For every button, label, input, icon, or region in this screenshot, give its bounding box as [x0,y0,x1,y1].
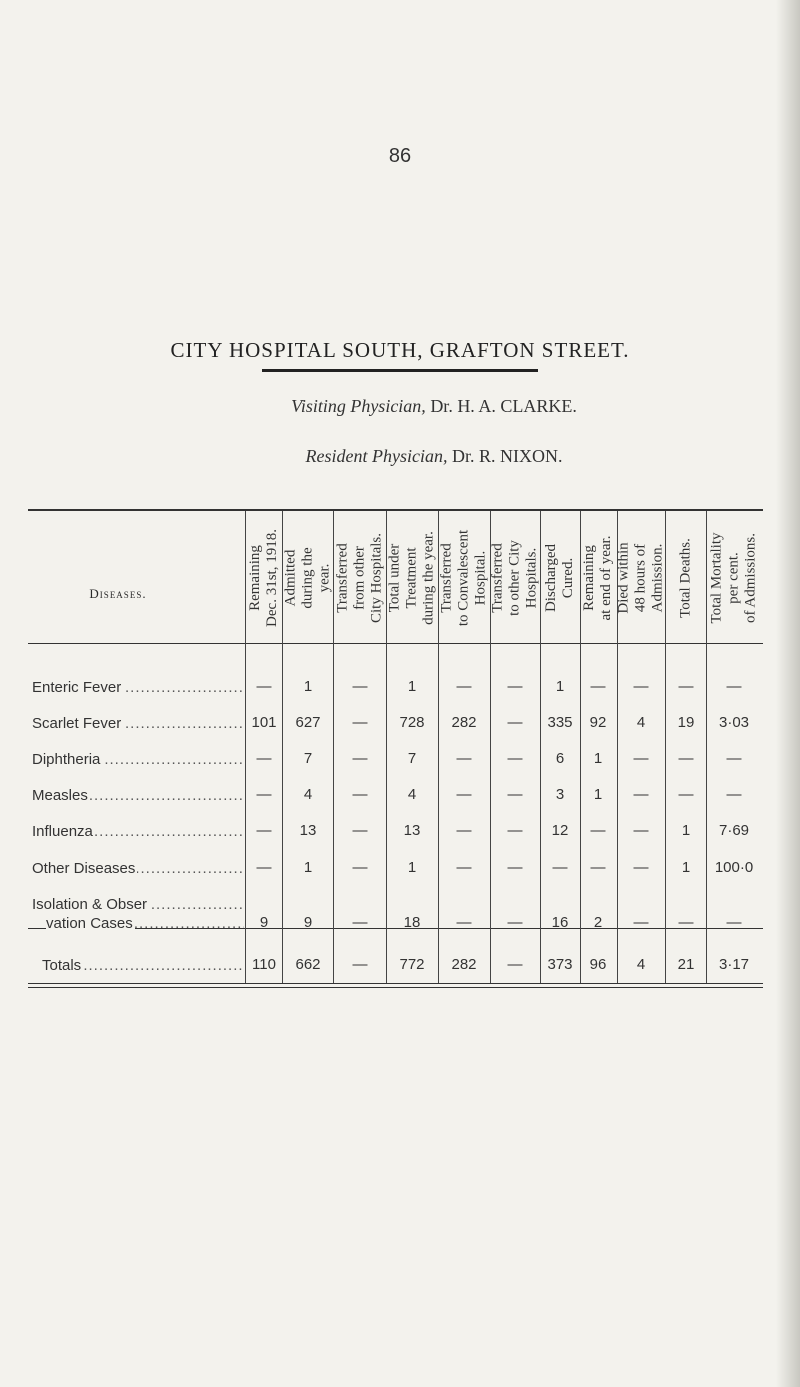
table-cell: 18 [403,914,421,931]
table-cell: 282 [451,714,477,731]
table-cell: — [507,786,523,803]
table-cell: 12 [551,822,569,839]
table-cell: 101 [251,714,277,731]
table-cell: — [256,859,272,876]
resident-physician-role: Resident Physician, [305,446,448,466]
totals-cell: 373 [547,956,573,973]
table-bottom-rule-1 [28,983,763,984]
table-cell: — [456,859,472,876]
table-cell: — [726,786,742,803]
table-cell: 3 [555,786,565,803]
table-cell: — [456,914,472,931]
table-cell: — [678,914,694,931]
column-divider [245,511,246,983]
visiting-physician-name: Dr. H. A. CLARKE. [430,396,577,416]
table-cell: — [352,859,368,876]
table-cell: 92 [589,714,607,731]
table-cell: — [456,750,472,767]
table-cell: — [507,914,523,931]
row-label: Other Diseases ..... [32,859,244,878]
table-cell: 1 [593,786,603,803]
table-cell: — [633,859,649,876]
table-cell: 7 [407,750,417,767]
table-cell: 3·03 [718,714,750,731]
table-cell: — [256,678,272,695]
table-cell: 1 [681,822,691,839]
table-cell: — [507,714,523,731]
table-cell: — [352,786,368,803]
table-cell: 1 [407,859,417,876]
totals-cell: 4 [636,956,646,973]
totals-cell: 110 [252,956,276,973]
table-cell: 13 [403,822,421,839]
header-bottom-rule [28,643,763,644]
table-cell: 1 [681,859,691,876]
table-cell: — [552,859,568,876]
totals-cell: 21 [677,956,695,973]
table-bottom-rule-2 [28,987,763,988]
table-cell: — [678,750,694,767]
table-cell: 4 [407,786,417,803]
table-cell: — [726,750,742,767]
table-cell: — [726,678,742,695]
table-cell: 335 [547,714,573,731]
table-cell: — [352,678,368,695]
row-label: Diphtheria ..... [32,750,244,769]
table-cell: 100·0 [714,859,754,876]
table-cell: 13 [299,822,317,839]
table-cell: — [352,914,368,931]
table-cell: — [633,914,649,931]
table-cell: 7 [303,750,313,767]
table-cell: — [726,914,742,931]
table-cell: — [256,786,272,803]
table-cell: — [456,678,472,695]
row-label-continuation: vation Cases ..... [46,914,244,933]
resident-physician-name: Dr. R. NIXON. [451,446,563,466]
table-cell: — [590,822,606,839]
table-cell: — [678,678,694,695]
table-cell: 627 [295,714,321,731]
totals-cell: 772 [399,956,425,973]
table-cell: — [352,822,368,839]
table-cell: — [633,822,649,839]
table-cell: 7·69 [718,822,750,839]
table-cell: 1 [407,678,417,695]
table-cell: — [633,786,649,803]
page-title: CITY HOSPITAL SOUTH, GRAFTON STREET. [170,338,630,362]
table-cell: — [456,822,472,839]
row-label: Influenza ..... [32,822,244,841]
totals-cell: — [352,956,368,973]
resident-physician-line [34,446,800,467]
table-cell: 6 [555,750,565,767]
table-cell: — [256,750,272,767]
table-cell: 1 [303,678,313,695]
row-label: Measles ..... [32,786,244,805]
table-cell: — [456,786,472,803]
table-cell: 9 [259,914,269,931]
table-cell: 1 [555,678,565,695]
table-cell: — [507,822,523,839]
totals-label: Totals ..... [42,956,244,975]
totals-cell: 3·17 [718,956,750,973]
totals-cell: — [507,956,523,973]
visiting-physician-line [34,396,800,417]
table-top-rule [28,509,763,511]
column-divider [706,511,707,983]
table-cell: — [633,750,649,767]
table-cell: — [590,859,606,876]
table-cell: 728 [399,714,425,731]
table-cell: 4 [303,786,313,803]
row-label: Scarlet Fever ..... [32,714,244,733]
table-cell: — [507,678,523,695]
table-cell: 16 [551,914,569,931]
table-cell: — [507,750,523,767]
page-edge-shadow [776,0,800,1387]
row-label: Isolation & Obser ..... [32,895,244,914]
totals-cell: 662 [295,956,321,973]
row-label: Enteric Fever ..... [32,678,244,697]
table-cell: 9 [303,914,313,931]
page-number: 86 [388,145,412,167]
totals-cell: 282 [451,956,477,973]
table-cell: 1 [303,859,313,876]
totals-cell: 96 [589,956,607,973]
visiting-physician-role: Visiting Physician, [291,396,426,416]
table-cell: 19 [677,714,695,731]
table-cell: — [352,714,368,731]
table-cell: — [352,750,368,767]
table-cell: 4 [636,714,646,731]
table-cell: — [507,859,523,876]
table-cell: — [678,786,694,803]
table-cell: — [256,822,272,839]
diseases-column-header: Diseases. [89,586,147,601]
table-cell: — [590,678,606,695]
table-cell: 2 [593,914,603,931]
table-cell: 1 [593,750,603,767]
title-underline [262,369,538,372]
table-cell: — [633,678,649,695]
